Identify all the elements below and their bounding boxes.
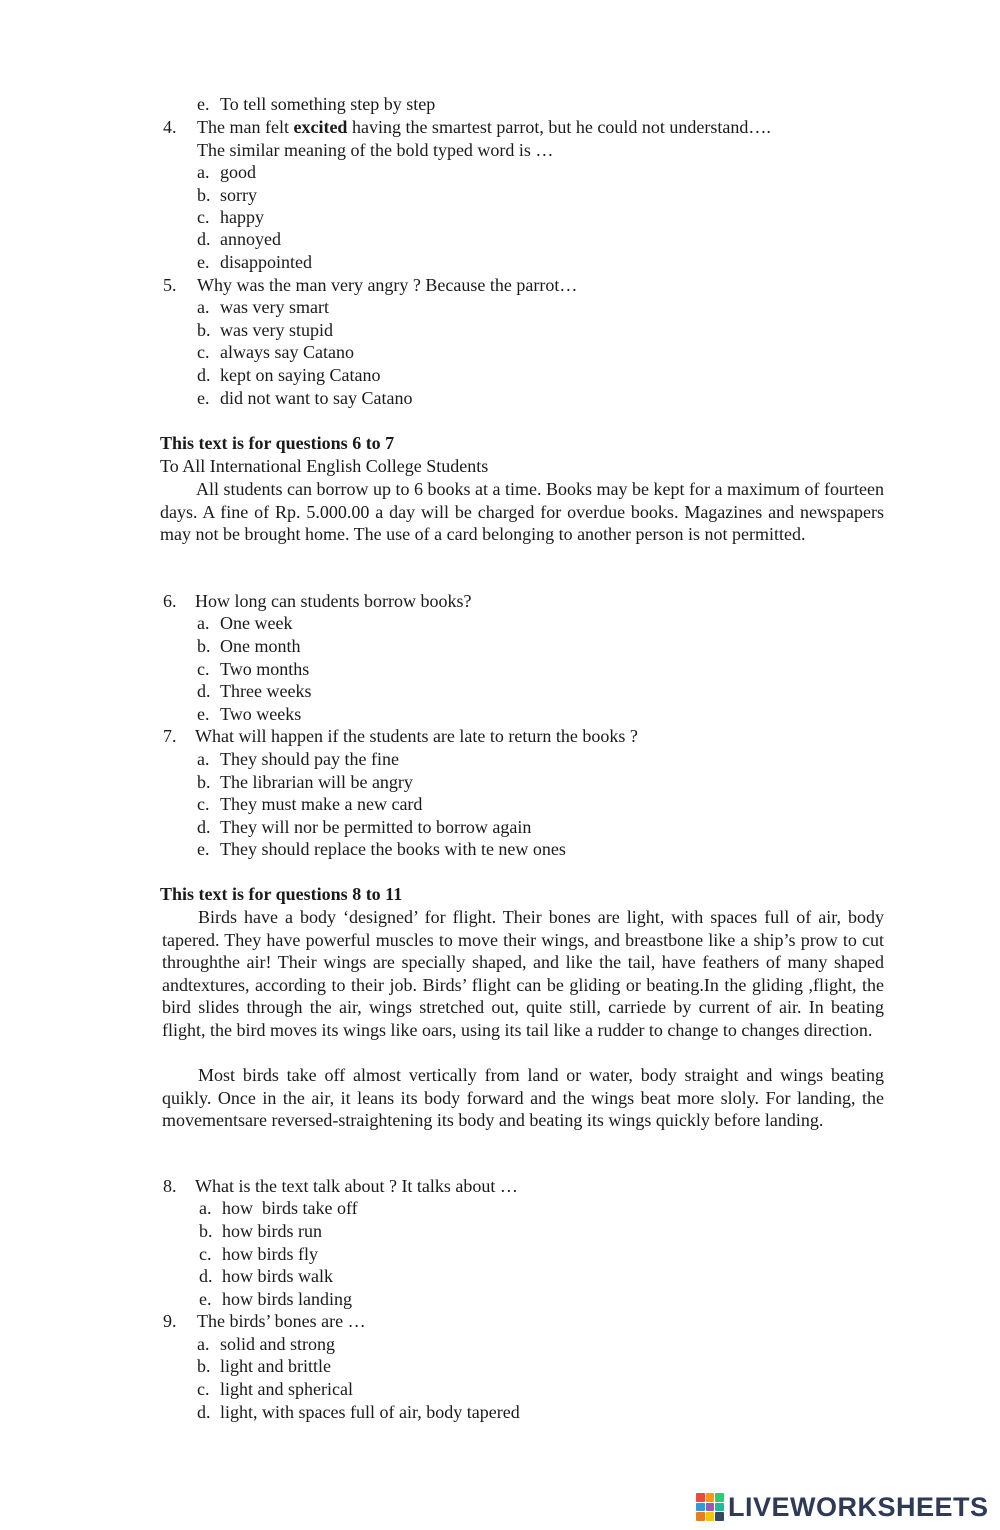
option-letter: a. [199, 1198, 212, 1218]
q5-option-c[interactable] [197, 341, 354, 363]
logo-cell [706, 1512, 715, 1521]
section-heading-8-11: This text is for questions 8 to 11 [160, 884, 403, 904]
q7-option-c[interactable] [197, 793, 422, 815]
question-number: 9. [163, 1311, 177, 1331]
section-subheading: To All International English College Students [160, 456, 489, 476]
option-text: annoyed [220, 229, 281, 249]
q4-option-b[interactable] [197, 184, 257, 206]
q4-option-c[interactable] [197, 206, 264, 228]
question-number: 5. [163, 275, 177, 295]
option-letter: e. [197, 704, 210, 724]
option-letter: e. [197, 839, 210, 859]
option-letter: b. [199, 1221, 213, 1241]
option-text: Two months [220, 659, 310, 679]
question-4-line-2: The similar meaning of the bold typed word is … [197, 140, 554, 160]
option-text: always say Catano [220, 342, 354, 362]
q5-option-e[interactable] [197, 387, 412, 409]
option-letter: b. [197, 772, 211, 792]
question-9 [163, 1310, 366, 1332]
q4-option-a[interactable] [197, 161, 256, 183]
option-letter: c. [197, 342, 210, 362]
option-text: light, with spaces full of air, body tapered [220, 1402, 520, 1422]
option-text: kept on saying Catano [220, 365, 381, 385]
logo-cell [715, 1493, 724, 1502]
liveworksheets-logo-icon [696, 1493, 724, 1521]
section-paragraph: All students can borrow up to 6 books at a time. Books may be kept for a maximum of fourteen days. A fine of Rp. 5.000.00 a day will be charged for overdue books. Magazines and newspapers may not be brought home. The use of a card belonging to another person is not permitted. [160, 479, 884, 545]
q4-option-e[interactable] [197, 251, 312, 273]
logo-cell [715, 1512, 724, 1521]
q7-option-e[interactable] [197, 838, 566, 860]
option-text: They will nor be permitted to borrow again [220, 817, 532, 837]
logo-cell [715, 1503, 724, 1512]
question-number: 4. [163, 117, 177, 137]
option-letter: b. [197, 320, 211, 340]
option-letter: c. [197, 794, 210, 814]
section-heading-6-7: This text is for questions 6 to 7 [160, 433, 395, 453]
q7-option-a[interactable] [197, 748, 399, 770]
option-text: They must make a new card [220, 794, 423, 814]
question-5 [163, 274, 577, 296]
liveworksheets-logo[interactable] [696, 1490, 989, 1524]
section-paragraph-1: Birds have a body ‘designed’ for flight. Their bones are light, with spaces full of air, body tapered. They have powerful muscles to move their wings, and breastbone like a ship’s prow to cut throughthe air! Their wings are specially shaped, and like the tail, have feathers of many shaped andtextures, according to their job. Birds’ flight can be gliding or beating.In the gliding ,flight, the bird slides through the air, wings stretched out, quite still, carriede by current of air. In beating flight, the bird moves its wings like oars, using its tail like a rudder to change to changes direction. [162, 907, 884, 1040]
q6-option-d[interactable] [197, 680, 311, 702]
logo-cell [696, 1512, 705, 1521]
option-letter: b. [197, 1356, 211, 1376]
option-letter: a. [197, 162, 210, 182]
option-text: One month [220, 636, 301, 656]
question-6 [163, 590, 471, 612]
question-text-end: having the smartest parrot, but he could not understand…. [347, 117, 771, 137]
option-letter: d. [197, 1402, 211, 1422]
question-8 [163, 1175, 518, 1197]
option-letter: e. [197, 94, 210, 114]
option-letter: c. [197, 1379, 210, 1399]
q8-option-c[interactable] [199, 1243, 318, 1265]
q7-option-d[interactable] [197, 816, 531, 838]
q6-option-a[interactable] [197, 612, 292, 634]
option-text: Two weeks [220, 704, 302, 724]
q3-option-e [197, 93, 435, 115]
option-text: One week [220, 613, 293, 633]
q9-option-d[interactable] [197, 1401, 520, 1423]
option-text: disappointed [220, 252, 312, 272]
option-text: was very stupid [220, 320, 333, 340]
option-text: sorry [220, 185, 257, 205]
option-letter: a. [197, 297, 210, 317]
option-letter: a. [197, 613, 210, 633]
logo-cell [696, 1503, 705, 1512]
q8-option-b[interactable] [199, 1220, 322, 1242]
option-letter: c. [197, 207, 210, 227]
option-text: light and spherical [220, 1379, 353, 1399]
q5-option-d[interactable] [197, 364, 380, 386]
option-text: how birds run [222, 1221, 322, 1241]
question-number: 7. [163, 726, 177, 746]
option-text: how birds take off [222, 1198, 358, 1218]
option-text: how birds landing [222, 1289, 352, 1309]
question-7 [163, 725, 638, 747]
option-letter: d. [197, 365, 211, 385]
option-text: solid and strong [220, 1334, 335, 1354]
logo-cell [706, 1493, 715, 1502]
q4-option-d[interactable] [197, 228, 281, 250]
option-letter: b. [197, 636, 211, 656]
option-letter: a. [197, 1334, 210, 1354]
q5-option-a[interactable] [197, 296, 329, 318]
option-text: To tell something step by step [220, 94, 436, 114]
option-letter: e. [197, 252, 210, 272]
q8-option-e[interactable] [199, 1288, 352, 1310]
question-text: What will happen if the students are late to return the books ? [195, 726, 638, 746]
option-text: did not want to say Catano [220, 388, 413, 408]
option-text: light and brittle [220, 1356, 331, 1376]
question-text-start: The man felt [197, 117, 294, 137]
q6-option-b[interactable] [197, 635, 301, 657]
question-text: What is the text talk about ? It talks about … [195, 1176, 518, 1196]
logo-text: LIVEWORKSHEETS [728, 1491, 989, 1522]
option-text: how birds fly [222, 1244, 318, 1264]
option-letter: a. [197, 749, 210, 769]
logo-cell [706, 1503, 715, 1512]
q5-option-b[interactable] [197, 319, 333, 341]
question-text: How long can students borrow books? [195, 591, 472, 611]
option-text: The librarian will be angry [220, 772, 413, 792]
q9-option-a[interactable] [197, 1333, 335, 1355]
option-letter: d. [199, 1266, 213, 1286]
q6-option-c[interactable] [197, 658, 309, 680]
q8-option-d[interactable] [199, 1265, 333, 1287]
option-text: good [220, 162, 256, 182]
option-letter: e. [199, 1289, 212, 1309]
question-text: The birds’ bones are … [197, 1311, 366, 1331]
q9-option-b[interactable] [197, 1355, 331, 1377]
q7-option-b[interactable] [197, 771, 413, 793]
question-4 [163, 116, 771, 138]
option-text: They should replace the books with te new ones [220, 839, 566, 859]
option-letter: c. [199, 1244, 212, 1264]
option-text: was very smart [220, 297, 329, 317]
option-letter: b. [197, 185, 211, 205]
option-letter: c. [197, 659, 210, 679]
option-letter: d. [197, 229, 211, 249]
logo-cell [696, 1493, 705, 1502]
bold-word: excited [293, 117, 348, 137]
question-number: 6. [163, 591, 177, 611]
option-text: They should pay the fine [220, 749, 399, 769]
q6-option-e[interactable] [197, 703, 301, 725]
q8-option-a[interactable] [199, 1197, 358, 1219]
question-text: Why was the man very angry ? Because the parrot… [197, 275, 578, 295]
option-letter: d. [197, 817, 211, 837]
question-number: 8. [163, 1176, 177, 1196]
option-letter: d. [197, 681, 211, 701]
option-letter: e. [197, 388, 210, 408]
option-text: happy [220, 207, 264, 227]
option-text: how birds walk [222, 1266, 333, 1286]
q9-option-c[interactable] [197, 1378, 353, 1400]
section-paragraph-2: Most birds take off almost vertically from land or water, body straight and wings beating quikly. Once in the air, it leans its body forward and the wings beat more sloly. For landing, the movementsare reversed-straightening its body and beating its wings quickly before landing. [162, 1065, 884, 1131]
option-text: Three weeks [220, 681, 312, 701]
